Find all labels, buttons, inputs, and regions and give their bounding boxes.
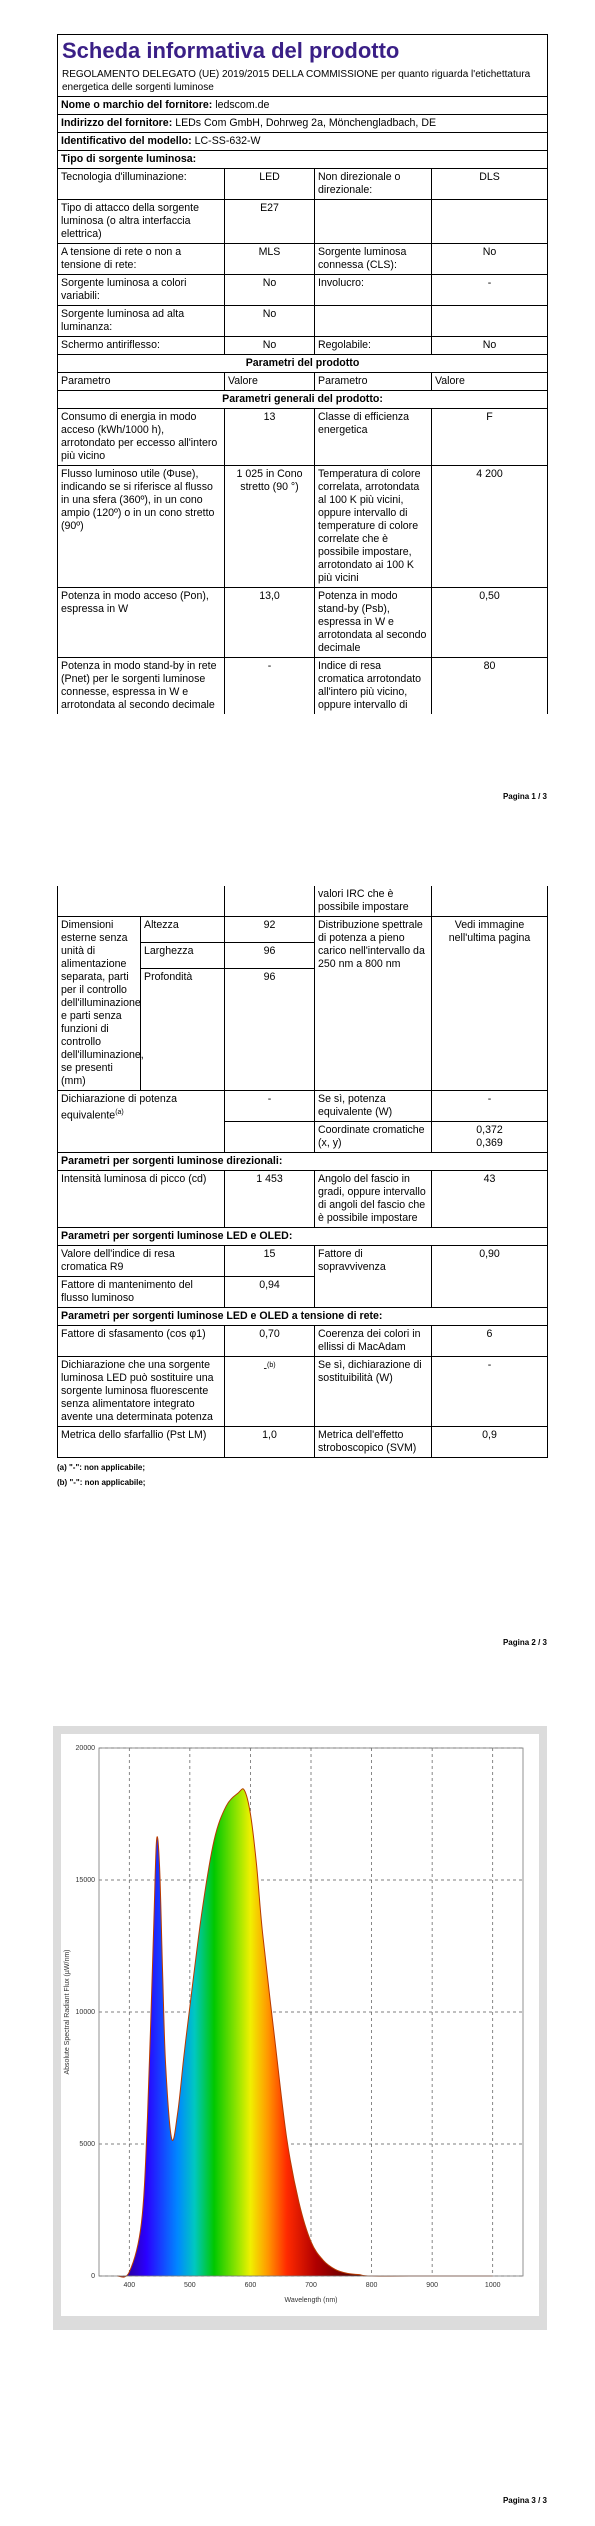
type-row xyxy=(58,244,548,275)
replacement-value-text: - xyxy=(263,1362,267,1375)
column-header-param: Parametro xyxy=(58,373,225,391)
type-row xyxy=(58,337,548,355)
y-axis-label: Absolute Spectral Radiant Flux (µW/nm) xyxy=(64,1949,71,2075)
r9-value: 15 xyxy=(225,1246,315,1277)
type-value: LED xyxy=(225,169,315,200)
replacement-w-value: - xyxy=(432,1357,548,1427)
supplier-name-row xyxy=(58,97,548,115)
cos-phi-value: 0,70 xyxy=(225,1326,315,1357)
param-row xyxy=(58,658,548,715)
param-label: Consumo di energia in modo acceso (kWh/1000 h), arrotondato per eccesso all'intero più vicino xyxy=(58,409,225,466)
footnote-marker: (b) xyxy=(266,1362,276,1369)
type-value: No xyxy=(225,337,315,355)
param-row xyxy=(58,1171,548,1228)
macadam-label: Coerenza dei colori in ellissi di MacAdam xyxy=(315,1326,432,1357)
param-row xyxy=(58,1427,548,1458)
x-tick-label: 500 xyxy=(184,2282,196,2289)
peak-value: 1 453 xyxy=(225,1171,315,1228)
dimensions-label: Dimensioni esterne senza unità di alimentazione separata, parti per il controllo dell'illuminazione e parti senza funzioni di controllo dell'illuminazione, se presenti (mm) xyxy=(58,917,141,1091)
page-title: Scheda informativa del prodotto xyxy=(62,38,400,63)
type-value: E27 xyxy=(225,200,315,244)
page-number: Pagina 1 / 3 xyxy=(502,792,547,801)
model-label: Identificativo del modello: xyxy=(61,135,192,147)
product-sheet-continued xyxy=(57,886,547,1490)
param-value: 80 xyxy=(432,658,548,715)
type-value: No xyxy=(432,337,548,355)
type-label xyxy=(315,200,432,244)
y-tick-label: 10000 xyxy=(75,2009,95,2016)
directional-heading: Parametri per sorgenti luminose direzionali: xyxy=(58,1153,548,1171)
maintenance-label: Fattore di mantenimento del flusso luminoso xyxy=(58,1277,225,1308)
depth-label: Profondità xyxy=(141,969,225,1091)
type-row xyxy=(58,275,548,306)
flicker-label: Metrica dello sfarfallio (Pst LM) xyxy=(58,1427,225,1458)
r9-label: Valore dell'indice di resa cromatica R9 xyxy=(58,1246,225,1277)
macadam-value: 6 xyxy=(432,1326,548,1357)
x-tick-label: 700 xyxy=(305,2282,317,2289)
param-value: F xyxy=(432,409,548,466)
chroma-x: 0,372 xyxy=(476,1124,503,1136)
type-value: DLS xyxy=(432,169,548,200)
spectral-chart-svg xyxy=(53,1726,547,2330)
chroma-value xyxy=(432,1122,548,1153)
y-tick-label: 15000 xyxy=(75,1877,95,1884)
equiv-power-w-value: - xyxy=(432,1091,548,1122)
replacement-w-label: Se sì, dichiarazione di sostituibilità (W) xyxy=(315,1357,432,1427)
param-row xyxy=(58,1246,548,1277)
type-value: No xyxy=(225,306,315,337)
type-label: Sorgente luminosa connessa (CLS): xyxy=(315,244,432,275)
page-number: Pagina 2 / 3 xyxy=(502,1638,547,1647)
x-tick-label: 900 xyxy=(426,2282,438,2289)
param-label: Temperatura di colore correlata, arrotondata al 100 K più vicini, oppure intervallo di temperature di colore correlate che è possibile impostare, arrotondato ai 100 K più vicini xyxy=(315,466,432,588)
param-label: valori IRC che è possibile impostare xyxy=(315,886,432,917)
param-row xyxy=(58,588,548,658)
x-tick-label: 400 xyxy=(123,2282,136,2289)
column-header-value: Valore xyxy=(432,373,548,391)
supplier-address-label: Indirizzo del fornitore: xyxy=(61,117,173,129)
stroboscopic-label: Metrica dell'effetto stroboscopico (SVM) xyxy=(315,1427,432,1458)
mains-heading: Parametri per sorgenti luminose LED e OLED a tensione di rete: xyxy=(58,1308,548,1326)
dimensions-row xyxy=(58,917,548,943)
spacer-cell xyxy=(225,886,315,917)
cos-phi-label: Fattore di sfasamento (cos φ1) xyxy=(58,1326,225,1357)
param-value: 4 200 xyxy=(432,466,548,588)
type-row xyxy=(58,306,548,337)
replacement-value xyxy=(225,1357,315,1427)
param-row xyxy=(58,1326,548,1357)
params-column-header xyxy=(58,373,548,391)
width-label: Larghezza xyxy=(141,943,225,969)
page-2 xyxy=(0,830,595,1678)
y-tick-label: 5000 xyxy=(79,2141,95,2148)
flicker-value: 1,0 xyxy=(225,1427,315,1458)
footnote-a: (a) "-": non applicabile; xyxy=(57,1463,146,1472)
param-value: 13 xyxy=(225,409,315,466)
footnote-b: (b) "-": non applicabile; xyxy=(57,1478,146,1487)
column-header-value: Valore xyxy=(225,373,315,391)
params-heading: Parametri del prodotto xyxy=(58,355,548,373)
type-value: No xyxy=(225,275,315,306)
param-label: Flusso luminoso utile (Φuse), indicando se si riferisce al flusso in una sfera (360º), in un cono ampio (120º) o in un cono stretto (90º) xyxy=(58,466,225,588)
depth-value: 96 xyxy=(225,969,315,1091)
type-value xyxy=(432,306,548,337)
spacer-cell xyxy=(225,1122,315,1153)
survival-value: 0,90 xyxy=(432,1246,548,1308)
spd-value: Vedi immagine nell'ultima pagina xyxy=(432,917,548,1091)
chroma-y: 0,369 xyxy=(476,1137,503,1149)
param-label: Indice di resa cromatica arrotondato all'intero più vicino, oppure intervallo di xyxy=(315,658,432,715)
stroboscopic-value: 0,9 xyxy=(432,1427,548,1458)
spacer-cell xyxy=(58,886,225,917)
peak-label: Intensità luminosa di picco (cd) xyxy=(58,1171,225,1228)
height-value: 92 xyxy=(225,917,315,943)
product-sheet xyxy=(57,34,547,714)
column-header-param: Parametro xyxy=(315,373,432,391)
title-cell xyxy=(58,35,548,97)
footnote-marker: (a) xyxy=(115,1109,124,1116)
x-tick-label: 800 xyxy=(365,2282,378,2289)
equiv-power-label-text: Dichiarazione di potenza equivalente xyxy=(61,1093,178,1122)
height-label: Altezza xyxy=(141,917,225,943)
param-row xyxy=(58,466,548,588)
type-label: Sorgente luminosa a colori variabili: xyxy=(58,275,225,306)
param-label: Potenza in modo stand-by (Psb), espressa in W e arrotondata al secondo decimale xyxy=(315,588,432,658)
param-row xyxy=(58,1357,548,1427)
page-number: Pagina 3 / 3 xyxy=(502,2496,547,2505)
param-value: 13,0 xyxy=(225,588,315,658)
type-label: Regolabile: xyxy=(315,337,432,355)
type-label: Involucro: xyxy=(315,275,432,306)
type-row xyxy=(58,169,548,200)
type-value: MLS xyxy=(225,244,315,275)
page-3 xyxy=(0,1678,595,2526)
regulation-text: REGOLAMENTO DELEGATO (UE) 2019/2015 DELLA COMMISSIONE per quanto riguarda l'etichettatura energetica delle sorgenti luminose xyxy=(62,69,531,93)
spd-label: Distribuzione spettrale di potenza a pieno carico nell'intervallo da 250 nm a 800 nm xyxy=(315,917,432,1091)
footnotes xyxy=(57,1460,547,1490)
page-1 xyxy=(0,0,595,830)
param-label: Potenza in modo acceso (Pon), espressa in W xyxy=(58,588,225,658)
type-value: - xyxy=(432,275,548,306)
equiv-power-value: - xyxy=(225,1091,315,1122)
model-row xyxy=(58,133,548,151)
y-tick-label: 20000 xyxy=(75,1745,95,1752)
survival-label: Fattore di sopravvivenza xyxy=(315,1246,432,1308)
width-value: 96 xyxy=(225,943,315,969)
type-label: Non direzionale o direzionale: xyxy=(315,169,432,200)
x-axis-label: Wavelength (nm) xyxy=(284,2297,338,2304)
model-value: LC-SS-632-W xyxy=(194,135,261,147)
param-row xyxy=(58,409,548,466)
equiv-power-label xyxy=(58,1091,225,1153)
param-value: 0,50 xyxy=(432,588,548,658)
general-params-heading: Parametri generali del prodotto: xyxy=(58,391,548,409)
param-value: - xyxy=(225,658,315,715)
chroma-label: Coordinate cromatiche (x, y) xyxy=(315,1122,432,1153)
param-label: Classe di efficienza energetica xyxy=(315,409,432,466)
type-row xyxy=(58,200,548,244)
led-oled-heading: Parametri per sorgenti luminose LED e OLED: xyxy=(58,1228,548,1246)
param-value: 1 025 in Cono stretto (90 °) xyxy=(225,466,315,588)
type-label: A tensione di rete o non a tensione di rete: xyxy=(58,244,225,275)
light-source-type-heading: Tipo di sorgente luminosa: xyxy=(58,151,548,169)
equiv-power-w-label: Se sì, potenza equivalente (W) xyxy=(315,1091,432,1122)
param-label: Potenza in modo stand-by in rete (Pnet) per le sorgenti luminose connesse, espressa in W e arrotondata al secondo decimale xyxy=(58,658,225,715)
maintenance-value: 0,94 xyxy=(225,1277,315,1308)
product-info-table xyxy=(57,34,548,714)
y-tick-label: 0 xyxy=(91,2273,95,2280)
supplier-address-value: LEDs Com GmbH, Dohrweg 2a, Mönchengladbach, DE xyxy=(175,117,437,129)
supplier-name-label: Nome o marchio del fornitore: xyxy=(61,99,213,111)
product-info-table-continued xyxy=(57,886,548,1458)
x-tick-label: 1000 xyxy=(484,2282,501,2289)
type-label: Tecnologia d'illuminazione: xyxy=(58,169,225,200)
spectral-chart xyxy=(53,1726,547,2330)
supplier-address-row xyxy=(58,115,548,133)
beam-value: 43 xyxy=(432,1171,548,1228)
type-label: Schermo antiriflesso: xyxy=(58,337,225,355)
type-label xyxy=(315,306,432,337)
supplier-name-value: ledscom.de xyxy=(215,99,270,111)
type-value: No xyxy=(432,244,548,275)
param-row xyxy=(58,1091,548,1122)
spacer-cell xyxy=(432,886,548,917)
replacement-label: Dichiarazione che una sorgente luminosa LED può sostituire una sorgente luminosa fluorescente senza alimentatore integrato avente una determinata potenza xyxy=(58,1357,225,1427)
type-label: Tipo di attacco della sorgente luminosa (o altra interfaccia elettrica) xyxy=(58,200,225,244)
x-tick-label: 600 xyxy=(244,2282,257,2289)
param-row xyxy=(58,886,548,917)
beam-label: Angolo del fascio in gradi, oppure intervallo di angoli del fascio che è possibile impostare xyxy=(315,1171,432,1228)
type-value xyxy=(432,200,548,244)
type-label: Sorgente luminosa ad alta luminanza: xyxy=(58,306,225,337)
